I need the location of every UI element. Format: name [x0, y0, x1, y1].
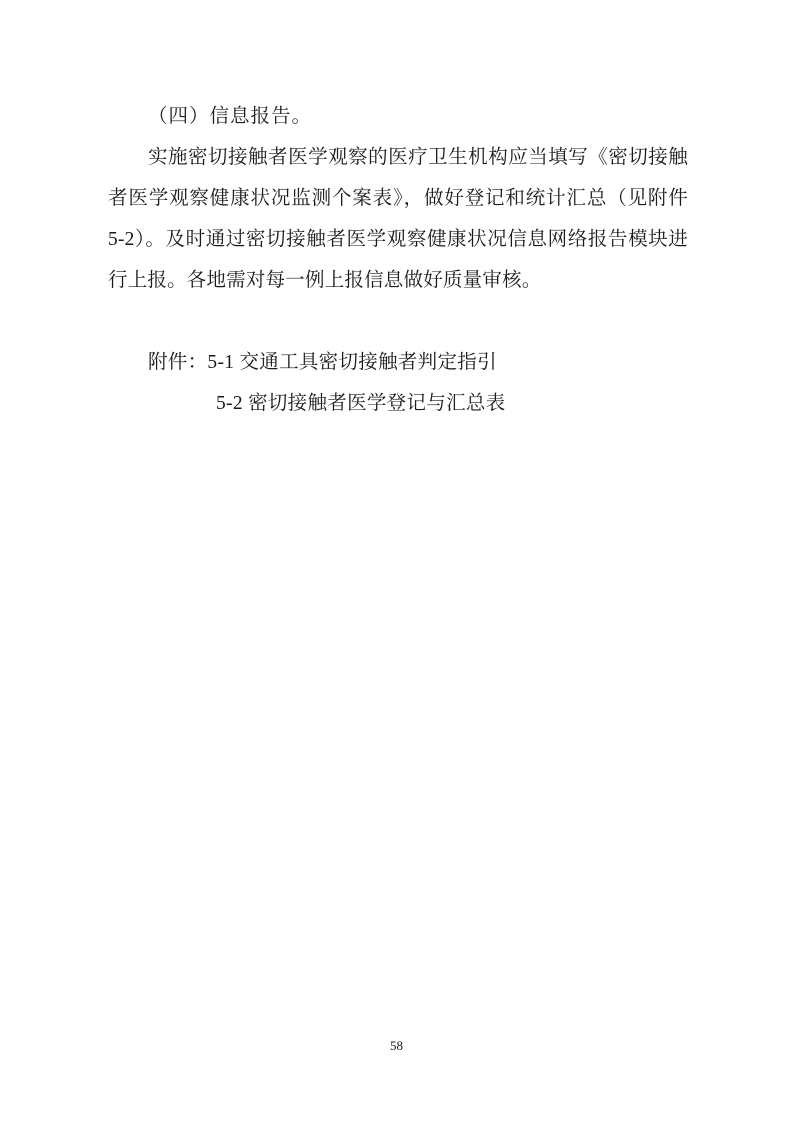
body-paragraph: 实施密切接触者医学观察的医疗卫生机构应当填写《密切接触者医学观察健康状况监测个案表》，做好登记和统计汇总（见附件 5-2）。及时通过密切接触者医学观察健康状况信息网络报告模块进行上报。各地需对每一例上报信息做好质量审核。	[108, 147, 688, 291]
page-content	[108, 96, 688, 424]
attachment-item-1: 附件：5-1 交通工具密切接触者判定指引	[148, 352, 497, 373]
paragraph-spacer	[108, 301, 688, 342]
page-number: 58	[390, 1038, 403, 1053]
attachment-item-2: 5-2 密切接触者医学登记与汇总表	[216, 393, 506, 414]
attachments-block	[108, 342, 688, 424]
section-heading: （四）信息报告。	[148, 106, 313, 127]
